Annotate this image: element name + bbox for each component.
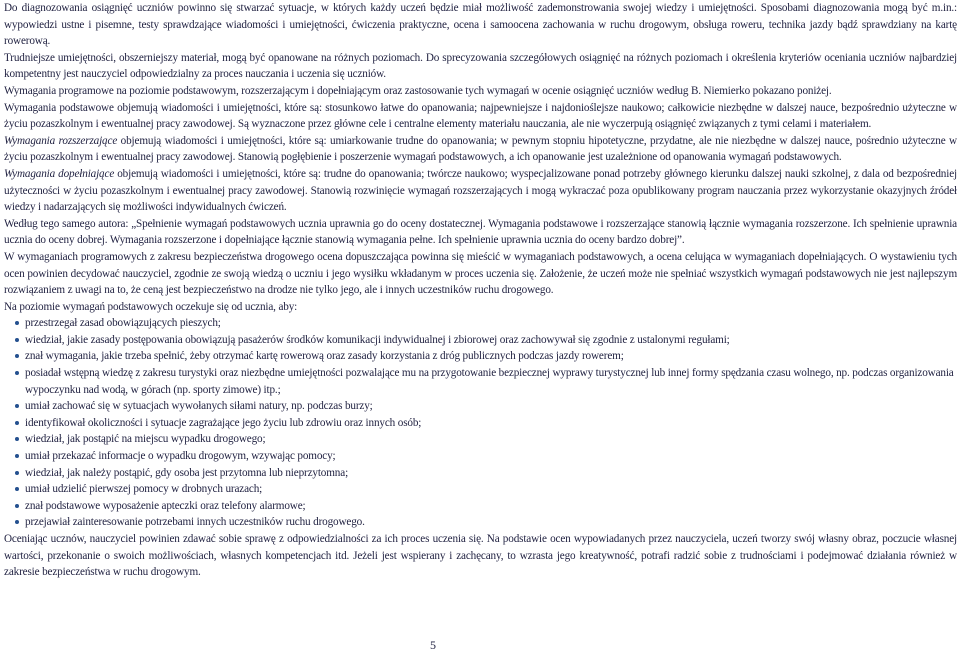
- levels-paragraph: Trudniejsze umiejętności, obszerniejszy materiał, mogą być opanowane na różnych poziomach. Do sprecyzowania szczegółowych osiągnięć na różnych poziomach i określenia kryteriów oceniania uczniów najbardziej kompetentny jest nauczyciel odpowiedzialny za proces nauczania i uczenia się uczniów.: [4, 51, 957, 81]
- list-item: umiał przekazać informacje o wypadku drogowym, wzywając pomocy;: [14, 448, 957, 465]
- list-item: przejawiał zainteresowanie potrzebami innych uczestników ruchu drogowego.: [14, 514, 957, 531]
- supplementary-requirements-term: Wymagania dopełniające: [4, 167, 115, 180]
- requirements-intro-paragraph: Wymagania programowe na poziomie podstawowym, rozszerzającym i dopełniającym oraz zastosowanie tych wymagań w ocenie osiągnięć uczniów według B. Niemierko pokazano poniżej.: [4, 84, 832, 97]
- list-item: identyfikował okoliczności i sytuacje zagrażające jego życiu lub zdrowiu oraz innych osób;: [14, 415, 957, 432]
- list-item: znał podstawowe wyposażenie apteczki oraz telefony alarmowe;: [14, 498, 957, 515]
- document-page: [4, 0, 957, 581]
- grading-scope-paragraph: W wymaganiach programowych z zakresu bezpieczeństwa drogowego ocena dopuszczająca powinna się mieścić w wymaganiach podstawowych, a ocena celująca w wymaganiach dopełniających. O wystawieniu tych ocen powinien decydować nauczyciel, zgodnie ze swoją wiedzą o uczniu i jego wysiłku wkładanym w proces uczenia się. Założenie, że uczeń może nie spełniać wszystkich wymagań podstawowych nie jest najlepszym rozwiązaniem z uwagi na to, że ceną jest bezpieczeństwo na drodze nie tylko jego, ale i innych uczestników ruchu drogowego.: [4, 250, 957, 297]
- basic-requirements-paragraph: Wymagania podstawowe objemują wiadomości i umiejętności, które są: stosunkowo łatwe do opanowania; najpewniejsze i najdonioślejsze naukowo; całkowicie niezbędne w dalszej nauce, bezpośrednio użyteczne w życiu pozaszkolnym i ewentualnej pracy zawodowej. Są wyznaczone przez główne cele i centralne elementy materiału nauczania, ale nie wyczerpują osiągnięć związanych z tymi celami i materiałem.: [4, 101, 957, 131]
- closing-paragraph: Oceniając ucznów, nauczyciel powinien zdawać sobie sprawę z odpowiedzialności za ich proces uczenia się. Na podstawie ocen wypowiadanych przez nauczyciela, uczeń tworzy swój własny obraz, poczucie własnej wartości, przekonanie o swoich możliwościach, własnych kompetencjach itd. Jeżeli jest wspierany i zachęcany, to wzrasta jego kreatywność, potrafi radzić sobie z trudnościami i podejmować działania również w zakresie bezpieczeństwa w ruchu drogowym.: [4, 533, 957, 579]
- list-item: wiedział, jakie zasady postępowania obowiązują pasażerów środków komunikacji indywidualnej i zbiorowej oraz zachowywał się zgodnie z ustalonymi regułami;: [14, 332, 957, 349]
- list-item: umiał udzielić pierwszej pomocy w drobnych urazach;: [14, 481, 957, 498]
- extended-requirements-text: objemują wiadomości i umiejętności, które są: umiarkowanie trudne do opanowania; w pewnym stopniu hipotetyczne, przydatne, ale nie niezbędne w dalszej nauce, pośrednio użyteczne w życiu pozaszkolnym i ewentualnej pracy zawodowej. Stanowią pogłębienie i poszerzenie wymagań podstawowych, a ich opanowanie jest uzależnione od opanowania wymagań podstawowych.: [4, 134, 957, 164]
- grading-quote-paragraph: Według tego samego autora: „Spełnienie wymagań podstawowych ucznia uprawnia go do oceny dostatecznej. Wymagania podstawowe i rozszerzające stanowią łącznie wymagania rozszerzone. Ich spełnienie uprawnia ucznia do oceny dobrej. Wymagania rozszerzone i dopełniające łącznie stanowią wymagania pełne. Ich spełnienie uprawnia ucznia do oceny bardzo dobrej”.: [4, 217, 957, 247]
- page-number: 5: [430, 638, 436, 652]
- extended-requirements-term: Wymagania rozszerzające: [4, 134, 118, 147]
- expectations-list: [4, 315, 957, 531]
- list-item: umiał zachować się w sytuacjach wywołanych siłami natury, np. podczas burzy;: [14, 398, 957, 415]
- list-item: posiadał wstępną wiedzę z zakresu turystyki oraz niezbędne umiejętności pozwalające mu na przygotowanie bezpiecznej wyprawy turystycznej lub innej formy spędzania czasu wolnego, np. podczas organizowania wypoczynku nad wodą, w górach (np. sporty zimowe) itp.;: [14, 365, 957, 398]
- supplementary-requirements-text: objemują wiadomości i umiejętności, które są: trudne do opanowania; twórcze naukowo; wyspecjalizowane ponad potrzeby głównego kierunku dalszej nauki szkolnej, z dala od bezpośredniej użyteczności w życiu pozaszkolnym i ewentualnej pracy zawodowej. Stanowią rozwinięcie wymagań rozszerzających i mogą wykraczać poza opublikowany program nauczania przez wykorzystanie okazyjnych źródeł wiedzy i nadarzających się możliwości indywidualnych ćwiczeń.: [4, 167, 957, 214]
- list-item: wiedział, jak należy postąpić, gdy osoba jest przytomna lub nieprzytomna;: [14, 465, 957, 482]
- expectations-intro: Na poziomie wymagań podstawowych oczekuje się od ucznia, aby:: [4, 300, 298, 313]
- list-item: przestrzegał zasad obowiązujących pieszych;: [14, 315, 957, 332]
- list-item: wiedział, jak postąpić na miejscu wypadku drogowego;: [14, 431, 957, 448]
- extended-requirements-paragraph: [4, 133, 957, 166]
- supplementary-requirements-paragraph: [4, 166, 957, 216]
- intro-paragraph: Do diagnozowania osiągnięć uczniów powinno się stwarzać sytuacje, w których każdy uczeń będzie miał możliwość zademonstrowania swojej wiedzy i umiejętności. Sposobami diagnozowania mogą być m.in.: wypowiedzi ustne i pisemne, testy sprawdzające wiadomości i umiejętności, ćwiczenia praktyczne, ocena i samoocena zachowania w ruchu drogowym, obsługa roweru, technika jazdy bądź sprawdziany na kartę rowerową.: [4, 2, 957, 48]
- list-item: znał wymagania, jakie trzeba spełnić, żeby otrzymać kartę rowerową oraz zasady korzystania z dróg publicznych podczas jazdy rowerem;: [14, 348, 957, 365]
